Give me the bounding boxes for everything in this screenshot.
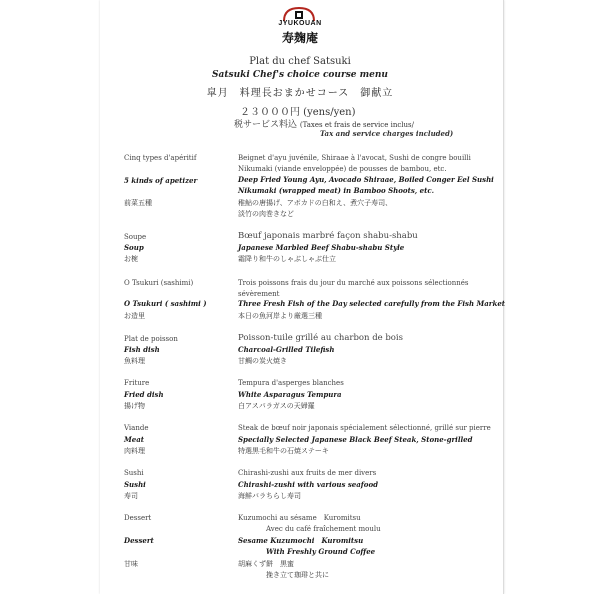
tax-note-jp: 税サービス料込 [234,120,298,130]
course-label-jp: 魚料理 [124,357,145,365]
restaurant-logo-kanji: 寿麹庵 [281,31,318,45]
restaurant-logo-name: JYUKOUAN [278,20,322,27]
course-desc-fr: Bœuf japonais marbré façon shabu-shabu [238,231,418,241]
course-label-jp: 甘味 [124,560,138,568]
course-desc-jp: 稚鮎の唐揚げ、アボカドの白和え、煮穴子寿司、 [238,199,393,207]
course-desc-jp: 淡竹の肉巻きなど [238,210,294,218]
tax-note-en: Tax and service charges included) [320,129,454,138]
course-label-fr: Plat de poisson [124,335,178,343]
course-desc-fr: Trois poissons frais du jour du marché aux poissons sélectionnés [238,279,469,287]
course-desc-fr: Beignet d'ayu juvénile, Shiraae à l'avocat, Sushi de congre bouilli [238,154,471,162]
course-label-fr: Dessert [124,514,152,522]
course-label-en: Meat [124,435,144,444]
menu-price: ２３０００円 (yens/yen) [240,107,356,118]
course-label-fr: O Tsukuri (sashimi) [124,279,194,287]
course-label-fr: Cinq types d'apéritif [124,154,197,162]
course-desc-fr: Avec du café fraîchement moulu [266,525,381,533]
course-desc-fr: sévèrement [238,290,280,298]
course-desc-fr: Poisson-tuile grillé au charbon de bois [238,333,404,343]
course-desc-en: Chirashi-zushi with various seafood [238,480,379,489]
course-desc-fr: Tempura d'asperges blanches [238,379,344,387]
course-label-jp: お椀 [124,255,138,263]
course-desc-jp: 海鮮バラちらし寿司 [238,492,301,500]
course-desc-en: Deep Fried Young Ayu, Avocado Shiraae, Boiled Conger Eel Sushi [238,175,494,184]
course-desc-fr: Kuzumochi au sésame Kuromitsu [238,514,361,522]
course-desc-jp: 白アスパラガスの天婦羅 [238,402,315,410]
course-label-en: 5 kinds of apetizer [124,176,198,185]
tax-note-fr: (Taxes et frais de service inclus/ [299,121,414,129]
course-desc-jp: 挽き立て珈琲と共に [266,571,329,579]
course-desc-jp: 本日の魚河岸より厳選三種 [238,312,322,320]
course-label-fr: Friture [124,379,150,387]
course-desc-en: Specially Selected Japanese Black Beef Steak, Stone-grilled [238,435,473,444]
course-desc-en: Japanese Marbled Beef Shabu-shabu Style [238,243,405,252]
course-label-en: Fried dish [124,390,164,399]
course-desc-jp: 胡麻くず餅 黒蜜 [238,560,294,568]
course-label-jp: 揚げ物 [124,402,145,410]
course-desc-en: Three Fresh Fish of the Day selected carefully from the Fish Market [238,299,506,308]
course-label-en: Dessert [124,536,154,545]
course-label-jp: 前菜五種 [124,199,152,207]
course-desc-en: With Freshly Ground Coffee [266,547,376,556]
course-desc-jp: 甘鯛の炭火焼き [238,357,287,365]
course-label-en: Fish dish [124,345,160,354]
course-desc-fr: Steak de bœuf noir japonais spécialement sélectionné, grillé sur pierre [238,424,491,432]
course-label-fr: Soupe [124,233,147,241]
course-label-jp: 肉料理 [124,447,145,455]
course-desc-en: Charcoal-Grilled Tilefish [238,345,335,354]
course-label-en: Sushi [124,480,146,489]
course-label-fr: Viande [124,424,149,432]
course-label-jp: お造里 [124,312,145,320]
page-edge [503,0,504,594]
course-desc-en: Nikumaki (wrapped meat) in Bamboo Shoots, etc. [238,186,435,195]
course-label-jp: 寿司 [124,492,138,500]
menu-title-en: Satsuki Chef's choice course menu [212,70,388,80]
course-desc-fr: Chirashi-zushi aux fruits de mer divers [238,469,377,477]
menu-title-fr: Plat du chef Satsuki [249,56,351,67]
course-desc-jp: 霜降り和牛のしゃぶしゃぶ仕立 [238,255,336,263]
course-desc-fr: Nikumaki (viande enveloppée) de pousses de bambou, etc. [238,165,447,173]
course-desc-jp: 特選黒毛和牛の石焼ステーキ [238,447,329,455]
course-label-en: O Tsukuri ( sashimi ) [124,299,207,308]
course-label-en: Soup [124,243,144,252]
course-label-fr: Sushi [124,469,144,477]
menu-title-jp: 皐月 料理長おまかせコース 御献立 [206,88,394,99]
course-desc-en: White Asparagus Tempura [238,390,342,399]
course-desc-en: Sesame Kuzumochi Kuromitsu [238,536,364,545]
